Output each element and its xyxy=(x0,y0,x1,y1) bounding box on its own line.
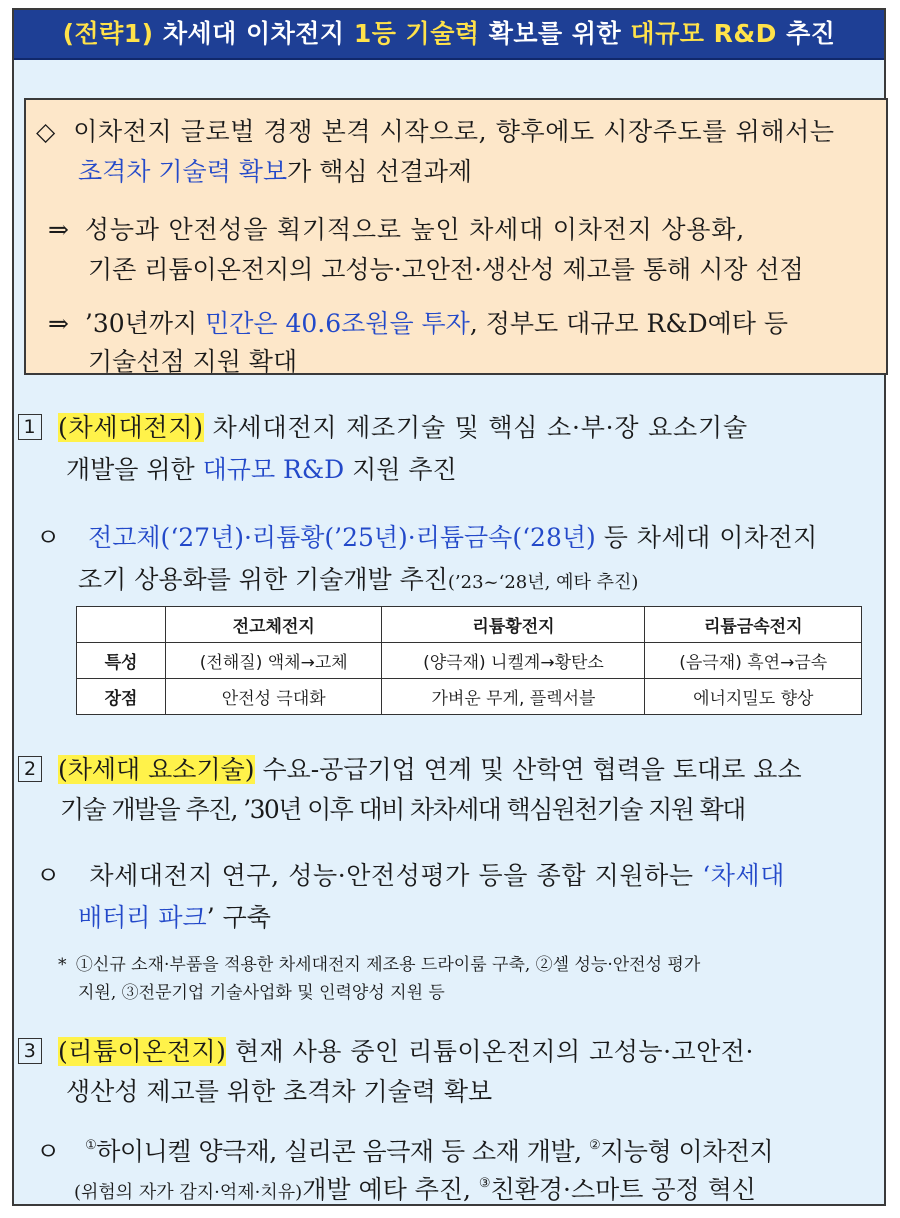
arrow-icon: ⇒ xyxy=(48,215,69,244)
comparison-table xyxy=(76,606,862,715)
table-row-header: 특성 xyxy=(77,643,166,679)
summary-key-phrase: 초격차 기술력 확보 xyxy=(78,157,288,186)
section2-note-line-1: * ①신규 소재·부품을 적용한 차세대전지 제조용 드라이룸 구축, ②셀 성능·안전성 평가 xyxy=(58,955,701,975)
section1-key-phrase: 대규모 R&D xyxy=(202,455,345,484)
title-part3: 추진 xyxy=(786,19,836,48)
bullet-icon: ㅇ xyxy=(36,1137,60,1166)
bullet-icon: ㅇ xyxy=(36,861,61,890)
section2-heading: 2 (차세대 요소기술) 수요-공급기업 연계 및 산학연 협력을 토대로 요소 xyxy=(18,750,802,786)
section2-bullet-1-line2: 배터리 파크’ 구축 xyxy=(78,903,271,932)
section3-bullet-1: ㅇ ①하이니켈 양극재, 실리콘 음극재 등 소재 개발, ②지능형 이차전지 xyxy=(36,1137,774,1166)
section1-heading: 1 (차세대전지) 차세대전지 제조기술 및 핵심 소·부·장 요소기술 xyxy=(18,408,748,444)
table-row xyxy=(77,679,862,715)
section3-tag: (리튬이온전지) xyxy=(58,1037,227,1066)
title-highlight2: 대규모 R&D xyxy=(630,19,777,48)
summary-line-4: 기존 리튬이온전지의 고성능·고안전·생산성 제고를 통해 시장 선점 xyxy=(88,255,804,284)
table-header-cell: 리튬금속전지 xyxy=(645,607,862,643)
table-cell: (음극재) 흑연→금속 xyxy=(645,643,862,679)
summary-line-3: ⇒ 성능과 안전성을 획기적으로 높인 차세대 이차전지 상용화, xyxy=(48,215,745,244)
table-row-header: 장점 xyxy=(77,679,166,715)
section1-bullet-1: ㅇ 전고체(‘27년)·리튬황(’25년)·리튬금속(‘28년) 등 차세대 이차전지 xyxy=(36,523,818,552)
title-tag: (전략1) xyxy=(62,19,154,48)
title-part2: 확보를 위한 xyxy=(488,19,622,48)
table-row xyxy=(77,643,862,679)
section2-heading-line2: 기술 개발을 추진, ’30년 이후 대비 차차세대 핵심원천기술 지원 확대 xyxy=(60,795,745,824)
table-header-cell: 전고체전지 xyxy=(166,607,382,643)
section2-tag: (차세대 요소기술) xyxy=(58,755,255,784)
table-cell: 에너지밀도 향상 xyxy=(645,679,862,715)
section1-bullet-1-line2: 조기 상용화를 위한 기술개발 추진(’23~‘28년, 예타 추진) xyxy=(78,565,639,594)
table-header-cell: 리튬황전지 xyxy=(382,607,645,643)
title-bar xyxy=(14,10,884,60)
summary-line-1: ◇ 이차전지 글로벌 경쟁 본격 시작으로, 향후에도 시장주도를 위해서는 xyxy=(36,117,835,146)
table-cell: 가벼운 무게, 플렉서블 xyxy=(382,679,645,715)
section2-note-line-2: 지원, ③전문기업 기술사업화 및 인력양성 지원 등 xyxy=(78,983,445,1003)
section-number-badge: 2 xyxy=(18,756,42,782)
section1-tag: (차세대전지) xyxy=(58,413,204,442)
document-frame xyxy=(12,8,886,1206)
table-cell: 안전성 극대화 xyxy=(166,679,382,715)
diamond-icon: ◇ xyxy=(36,117,56,146)
section3-heading: 3 (리튬이온전지) 현재 사용 중인 리튬이온전지의 고성능·고안전· xyxy=(18,1032,754,1068)
title-part1: 차세대 이차전지 xyxy=(162,19,345,48)
section2-bullet-1: ㅇ 차세대전지 연구, 성능·안전성평가 등을 종합 지원하는 ‘차세대 xyxy=(36,861,786,890)
section1-heading-line2: 개발을 위한 대규모 R&D 지원 추진 xyxy=(66,455,457,484)
summary-line-6: 기술선점 지원 확대 xyxy=(88,347,298,376)
arrow-icon: ⇒ xyxy=(48,309,69,338)
section3-heading-line2: 생산성 제고를 위한 초격차 기술력 확보 xyxy=(66,1077,493,1106)
title-highlight1: 1등 기술력 xyxy=(353,19,480,48)
section-number-badge: 1 xyxy=(18,414,42,440)
table-header-row xyxy=(77,607,862,643)
bullet-icon: ㅇ xyxy=(36,523,61,552)
section3-bullet-1-line2: (위험의 자가 감지·억제·치유)개발 예타 추진, ③친환경·스마트 공정 혁신 xyxy=(74,1175,756,1204)
table-header-cell xyxy=(77,607,166,643)
summary-box xyxy=(24,98,888,375)
table-cell: (전해질) 액체→고체 xyxy=(166,643,382,679)
summary-line-5: ⇒ ’30년까지 민간은 40.6조원을 투자, 정부도 대규모 R&D예타 등 xyxy=(48,309,789,338)
section-number-badge: 3 xyxy=(18,1038,42,1064)
summary-line-2: 초격차 기술력 확보가 핵심 선결과제 xyxy=(78,157,473,186)
summary-investment: 민간은 40.6조원을 투자 xyxy=(205,309,470,338)
section1-tech-list: 전고체(‘27년)·리튬황(’25년)·리튬금속(‘28년) xyxy=(88,523,596,552)
table-cell: (양극재) 니켈계→황탄소 xyxy=(382,643,645,679)
battery-park: 배터리 파크 xyxy=(78,903,207,932)
